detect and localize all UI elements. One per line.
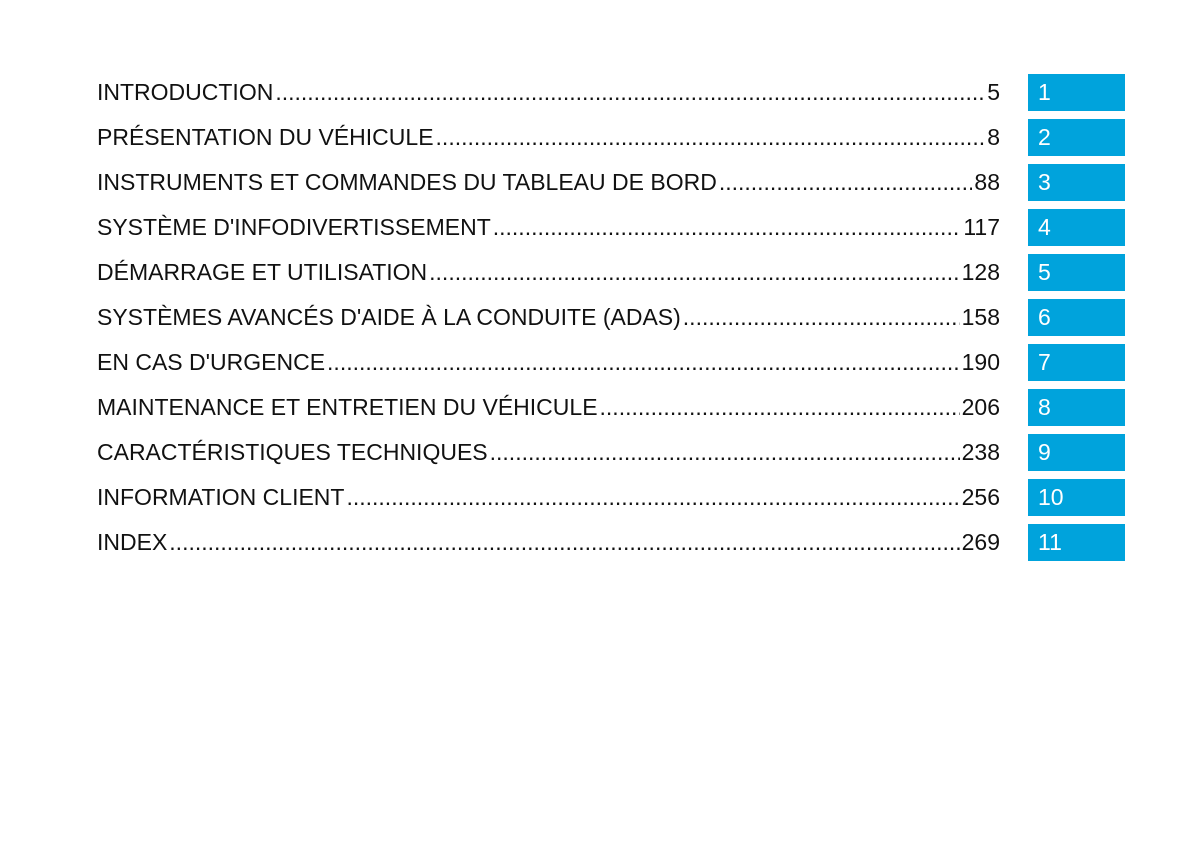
toc-entry-starting-driving[interactable] bbox=[97, 254, 1000, 291]
toc-row bbox=[97, 254, 1127, 291]
toc-page-number: 256 bbox=[961, 484, 1000, 510]
toc-title: INDEX bbox=[97, 529, 168, 555]
dot-leader bbox=[490, 434, 960, 471]
toc-title: MAINTENANCE ET ENTRETIEN DU VÉHICULE bbox=[97, 394, 598, 420]
dot-leader bbox=[683, 299, 960, 336]
toc-entry-index[interactable] bbox=[97, 524, 1000, 561]
dot-leader bbox=[169, 524, 959, 561]
toc-row bbox=[97, 344, 1127, 381]
toc-page-number: 190 bbox=[961, 349, 1000, 375]
toc-page-number: 269 bbox=[961, 529, 1000, 555]
toc-title: INFORMATION CLIENT bbox=[97, 484, 345, 510]
toc-row bbox=[97, 74, 1127, 111]
dot-leader bbox=[275, 74, 985, 111]
dot-leader bbox=[346, 479, 959, 516]
toc-entry-presentation[interactable] bbox=[97, 119, 1000, 156]
toc-entry-introduction[interactable] bbox=[97, 74, 1000, 111]
chapter-tab-4[interactable]: 4 bbox=[1028, 209, 1125, 246]
chapter-tab-8[interactable]: 8 bbox=[1028, 389, 1125, 426]
toc-page-number: 128 bbox=[961, 259, 1000, 285]
toc-page-number: 206 bbox=[961, 394, 1000, 420]
toc-row bbox=[97, 209, 1127, 246]
toc-row bbox=[97, 164, 1127, 201]
chapter-tab-10[interactable]: 10 bbox=[1028, 479, 1125, 516]
toc-page-number: 158 bbox=[961, 304, 1000, 330]
dot-leader bbox=[327, 344, 960, 381]
toc-title: SYSTÈMES AVANCÉS D'AIDE À LA CONDUITE (ADAS) bbox=[97, 304, 681, 330]
toc-title: CARACTÉRISTIQUES TECHNIQUES bbox=[97, 439, 488, 465]
toc-row bbox=[97, 389, 1127, 426]
dot-leader bbox=[600, 389, 960, 426]
toc-title: SYSTÈME D'INFODIVERTISSEMENT bbox=[97, 214, 491, 240]
chapter-tab-3[interactable]: 3 bbox=[1028, 164, 1125, 201]
chapter-tab-5[interactable]: 5 bbox=[1028, 254, 1125, 291]
dot-leader bbox=[719, 164, 973, 201]
dot-leader bbox=[493, 209, 962, 246]
toc-row bbox=[97, 434, 1127, 471]
toc-row bbox=[97, 299, 1127, 336]
toc-title: PRÉSENTATION DU VÉHICULE bbox=[97, 124, 434, 150]
toc-entry-emergency[interactable] bbox=[97, 344, 1000, 381]
toc-title: DÉMARRAGE ET UTILISATION bbox=[97, 259, 428, 285]
toc-entry-instruments[interactable] bbox=[97, 164, 1000, 201]
chapter-tab-7[interactable]: 7 bbox=[1028, 344, 1125, 381]
chapter-tab-11[interactable]: 11 bbox=[1028, 524, 1125, 561]
toc-row bbox=[97, 524, 1127, 561]
toc-page-number: 8 bbox=[987, 124, 1000, 150]
chapter-tab-1[interactable]: 1 bbox=[1028, 74, 1125, 111]
chapter-tab-9[interactable]: 9 bbox=[1028, 434, 1125, 471]
toc-row bbox=[97, 479, 1127, 516]
toc-title: INTRODUCTION bbox=[97, 79, 274, 105]
toc-entry-adas[interactable] bbox=[97, 299, 1000, 336]
dot-leader bbox=[429, 254, 959, 291]
table-of-contents bbox=[97, 74, 1127, 569]
toc-entry-infotainment[interactable] bbox=[97, 209, 1000, 246]
toc-title: INSTRUMENTS ET COMMANDES DU TABLEAU DE BORD bbox=[97, 169, 717, 195]
dot-leader bbox=[436, 119, 986, 156]
toc-entry-maintenance[interactable] bbox=[97, 389, 1000, 426]
toc-page-number: 88 bbox=[974, 169, 1000, 195]
toc-row bbox=[97, 119, 1127, 156]
chapter-tab-2[interactable]: 2 bbox=[1028, 119, 1125, 156]
toc-page-number: 5 bbox=[987, 79, 1000, 105]
toc-page-number: 238 bbox=[961, 439, 1000, 465]
toc-page-number: 117 bbox=[963, 214, 1000, 240]
toc-entry-customer-information[interactable] bbox=[97, 479, 1000, 516]
toc-title: EN CAS D'URGENCE bbox=[97, 349, 326, 375]
toc-entry-specifications[interactable] bbox=[97, 434, 1000, 471]
chapter-tab-6[interactable]: 6 bbox=[1028, 299, 1125, 336]
